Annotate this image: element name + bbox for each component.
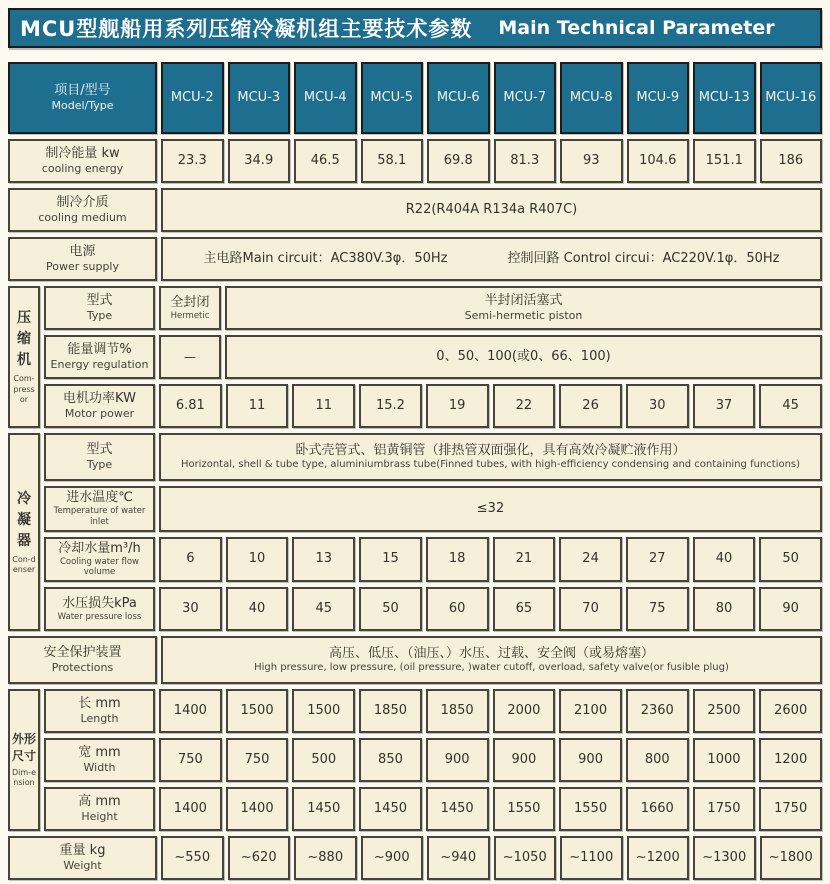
header-model-mcu3: MCU-3 [228, 62, 291, 134]
table-cell: ~900 [361, 836, 424, 880]
section-label-zh: 外形尺寸 [11, 732, 36, 764]
page-title-chinese: MCU型舰船用系列压缩冷凝机组主要技术参数 [20, 17, 473, 41]
label-en: Weight [63, 859, 102, 873]
cooling-water-flow-label [44, 537, 155, 583]
label-en: Energy regulation [50, 358, 149, 372]
hermetic-en: Hermetic [170, 310, 210, 321]
table-cell: 1750 [693, 787, 756, 831]
table-cell: 50 [359, 587, 422, 631]
table-cell: ~1800 [760, 836, 823, 880]
table-cell: 11 [292, 384, 355, 428]
label-zh: 能量调节% [67, 342, 132, 357]
label-zh: 冷却水量m³/h [58, 540, 141, 556]
table-cell: 104.6 [627, 139, 690, 183]
row-energy-regulation [44, 335, 822, 379]
label-en: Power supply [46, 260, 119, 274]
protections-zh: 高压、低压、（油压、）水压、过载、安全阀（或易熔塞） [328, 645, 654, 661]
section-compressor [8, 286, 822, 428]
table-cell: 45 [759, 384, 822, 428]
table-cell: 15.2 [359, 384, 422, 428]
table-cell: 1200 [759, 738, 822, 782]
row-power-supply [8, 237, 822, 281]
label-en: Width [83, 761, 116, 775]
table-cell: 151.1 [693, 139, 756, 183]
table-cell: 1400 [226, 787, 289, 831]
table-cell: 93 [560, 139, 623, 183]
hermetic-zh: 全封闭 [170, 294, 210, 310]
header-model-mcu8: MCU-8 [560, 62, 623, 134]
table-cell: 1750 [759, 787, 822, 831]
condenser-section-label [8, 433, 40, 631]
table-cell: 45 [292, 587, 355, 631]
section-label-en: Com-pressor [13, 374, 35, 405]
table-cell: 1450 [426, 787, 489, 831]
table-cell: 850 [359, 738, 422, 782]
table-cell: 500 [292, 738, 355, 782]
header-model-mcu13: MCU-13 [693, 62, 756, 134]
header-label-zh: 项目/型号 [54, 83, 111, 98]
row-length [44, 689, 822, 733]
main-circuit-text: 主电路Main circuit：AC380V.3φ．50Hz [203, 250, 448, 266]
table-cell: 800 [626, 738, 689, 782]
table-cell: 75 [626, 587, 689, 631]
label-zh: 重量 kg [59, 843, 106, 858]
row-cooling-energy [8, 139, 822, 183]
table-cell: 2360 [626, 689, 689, 733]
table-cell: 1500 [226, 689, 289, 733]
label-en: Type [86, 309, 113, 323]
cooling-energy-label [8, 139, 157, 183]
table-cell: 19 [426, 384, 489, 428]
compressor-section-label [8, 286, 40, 428]
label-zh: 宽 mm [78, 745, 121, 760]
table-cell: 90 [759, 587, 822, 631]
table-cell: ~550 [161, 836, 224, 880]
condenser-type-label [44, 433, 155, 481]
label-en: Protections [51, 661, 114, 675]
header-model-mcu7: MCU-7 [494, 62, 557, 134]
table-cell: 69.8 [427, 139, 490, 183]
water-pressure-loss-label [44, 587, 155, 631]
water-inlet-temp-value: ≤32 [159, 486, 822, 532]
table-cell: ~1200 [627, 836, 690, 880]
table-cell: 40 [226, 587, 289, 631]
section-label-zh: 冷凝器 [17, 490, 31, 549]
row-motor-power [44, 384, 822, 428]
motor-power-label [44, 384, 155, 428]
table-cell: 2500 [693, 689, 756, 733]
section-label-zh: 压缩机 [17, 310, 31, 369]
table-cell: 1400 [159, 787, 222, 831]
table-cell: 900 [559, 738, 622, 782]
table-cell: ~880 [294, 836, 357, 880]
table-cell: 750 [159, 738, 222, 782]
table-cell: 2600 [759, 689, 822, 733]
table-cell: 1850 [359, 689, 422, 733]
condenser-type-zh: 卧式壳管式、铝黄铜管（排热管双面强化，具有高效冷凝贮液作用） [295, 442, 686, 458]
cooling-medium-value: R22(R404A R134a R407C) [161, 188, 822, 232]
table-header-row [8, 62, 822, 134]
table-cell: 34.9 [228, 139, 291, 183]
condenser-type-en: Horizontal, shell & tube type, aluminiumbrass tube(Finned tubes, with high-efficiency condensing and containing functions) [180, 458, 801, 470]
row-height [44, 787, 822, 831]
row-width [44, 738, 822, 782]
section-label-en: Con-denser [12, 554, 36, 574]
table-cell: 37 [693, 384, 756, 428]
weight-label [8, 836, 157, 880]
header-model-type-cell [8, 62, 157, 134]
table-cell: 2100 [559, 689, 622, 733]
table-cell: 18 [426, 537, 489, 583]
row-water-pressure-loss [44, 587, 822, 631]
protections-label [8, 636, 157, 684]
table-cell: 900 [493, 738, 556, 782]
row-cooling-medium [8, 188, 822, 232]
header-label-en: Model/Type [51, 99, 114, 113]
table-cell: 1400 [159, 689, 222, 733]
row-cooling-water-flow [44, 537, 822, 583]
power-supply-label [8, 237, 157, 281]
label-zh: 安全保护装置 [43, 645, 122, 660]
table-cell: ~940 [427, 836, 490, 880]
compressor-type-semi-hermetic [225, 286, 822, 330]
page-title-english: Main Technical Parameter [498, 17, 775, 39]
table-cell: 900 [426, 738, 489, 782]
label-en: Water pressure loss [57, 611, 142, 622]
power-supply-value [161, 237, 822, 281]
semi-hermetic-zh: 半封闭活塞式 [484, 293, 563, 308]
protections-en: High pressure, low pressure, (oil pressure, )water cutoff, overload, safety valve(or fusible plug) [254, 661, 729, 673]
label-zh: 制冷介质 [56, 195, 109, 210]
table-cell: 40 [693, 537, 756, 583]
table-cell: 24 [559, 537, 622, 583]
label-en: Cooling water flow volume [60, 556, 139, 578]
table-cell: ~1100 [560, 836, 623, 880]
table-cell: 186 [760, 139, 823, 183]
table-cell: 26 [559, 384, 622, 428]
table-cell: 58.1 [361, 139, 424, 183]
label-zh: 型式 [86, 293, 113, 308]
label-en: Type [86, 458, 113, 472]
row-water-inlet-temp [44, 486, 822, 532]
title-bar [8, 8, 822, 48]
label-zh: 长 mm [78, 696, 121, 711]
label-zh: 水压损失kPa [62, 595, 137, 611]
section-condenser [8, 433, 822, 631]
section-dimension [8, 689, 822, 831]
header-model-mcu2: MCU-2 [161, 62, 224, 134]
compressor-type-label [44, 286, 155, 330]
table-cell: 15 [359, 537, 422, 583]
header-model-mcu4: MCU-4 [294, 62, 357, 134]
table-cell: ~1050 [494, 836, 557, 880]
table-cell: 30 [626, 384, 689, 428]
row-compressor-type [44, 286, 822, 330]
table-cell: 81.3 [494, 139, 557, 183]
table-cell: 6.81 [159, 384, 222, 428]
label-en: Motor power [64, 407, 135, 421]
header-model-mcu9: MCU-9 [627, 62, 690, 134]
table-cell: 30 [159, 587, 222, 631]
row-protections [8, 636, 822, 684]
table-cell: ~620 [228, 836, 291, 880]
table-cell: 6 [159, 537, 222, 583]
condenser-type-value [159, 433, 822, 481]
table-cell: 1550 [493, 787, 556, 831]
table-cell: 1000 [693, 738, 756, 782]
table-cell: 1500 [292, 689, 355, 733]
section-label-en: Dim-ension [12, 767, 36, 788]
label-zh: 制冷能量 kw [45, 146, 120, 161]
height-label [44, 787, 155, 831]
water-inlet-temp-label [44, 486, 155, 532]
table-cell: 50 [759, 537, 822, 583]
compressor-type-hermetic [159, 286, 221, 330]
label-en: Height [81, 810, 118, 824]
table-cell: 1850 [426, 689, 489, 733]
table-cell: ~1300 [693, 836, 756, 880]
row-weight [8, 836, 822, 880]
table-cell: 46.5 [294, 139, 357, 183]
table-cell: 70 [559, 587, 622, 631]
label-zh: 电机功率KW [63, 391, 136, 406]
dimension-section-label [8, 689, 40, 831]
table-cell: 1660 [626, 787, 689, 831]
table-cell: 13 [292, 537, 355, 583]
table-cell: 80 [693, 587, 756, 631]
energy-regulation-label [44, 335, 155, 379]
label-en: Temperature of water inlet [53, 506, 146, 527]
semi-hermetic-en: Semi-hermetic piston [464, 309, 583, 323]
table-cell: 22 [493, 384, 556, 428]
header-model-mcu5: MCU-5 [361, 62, 424, 134]
table-cell: 60 [426, 587, 489, 631]
label-en: cooling energy [41, 162, 124, 176]
table-cell: 750 [226, 738, 289, 782]
energy-regulation-value: 0、50、100(或0、66、100) [225, 335, 822, 379]
table-cell: 21 [493, 537, 556, 583]
table-cell: 65 [493, 587, 556, 631]
label-en: cooling medium [38, 211, 127, 225]
row-condenser-type [44, 433, 822, 481]
width-label [44, 738, 155, 782]
label-zh: 进水温度℃ [66, 490, 133, 505]
header-model-mcu16: MCU-16 [760, 62, 823, 134]
table-cell: 10 [226, 537, 289, 583]
table-cell: 2000 [493, 689, 556, 733]
protections-value [161, 636, 822, 684]
label-zh: 型式 [86, 442, 113, 457]
table-cell: 1450 [359, 787, 422, 831]
table-cell: 11 [226, 384, 289, 428]
label-zh: 电源 [69, 244, 96, 259]
table-cell: 1450 [292, 787, 355, 831]
length-label [44, 689, 155, 733]
energy-regulation-dash: — [159, 335, 221, 379]
table-cell: 1550 [559, 787, 622, 831]
control-circuit-text: 控制回路 Control circui：AC220V.1φ．50Hz [507, 250, 780, 266]
table-cell: 27 [626, 537, 689, 583]
label-en: Length [80, 712, 119, 726]
table-cell: 23.3 [161, 139, 224, 183]
label-zh: 高 mm [78, 794, 121, 809]
cooling-medium-label [8, 188, 157, 232]
header-model-mcu6: MCU-6 [427, 62, 490, 134]
